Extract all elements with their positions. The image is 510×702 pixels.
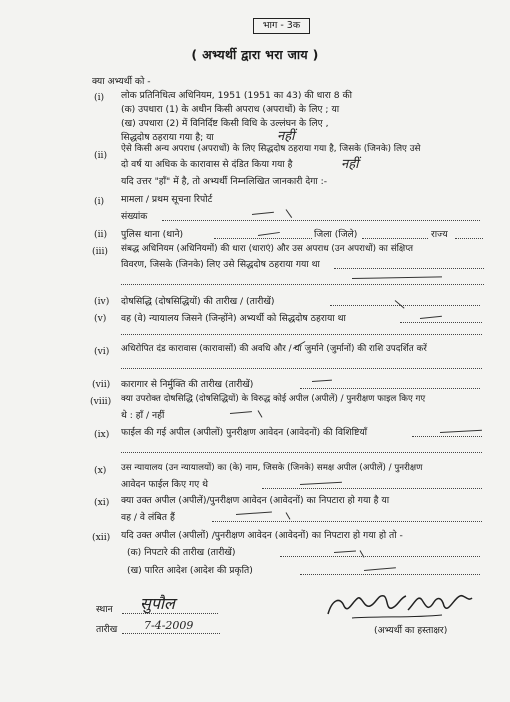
q1-line1: लोक प्रतिनिधित्व अधिनियम, 1951 (1951 का 43) की धारा 8 की xyxy=(121,90,352,101)
item-v-number: (v) xyxy=(94,313,107,324)
item-x-fill-line xyxy=(262,488,482,489)
item-xi-number: (xi) xyxy=(94,497,110,508)
form-heading: ( अभ्यर्थी द्वारा भरा जाय ) xyxy=(191,47,319,62)
q2-number: (ii) xyxy=(94,150,108,161)
item-iii-line1: संबद्ध अधिनियम (अधिनियमों) की धारा (धाराएं) और उस अपराध (उन अपराधों) का संक्षिप्त xyxy=(121,244,413,254)
item-x-number: (x) xyxy=(94,465,107,476)
item-ii-number: (ii) xyxy=(94,229,108,240)
item-xii-sub-a: (क) निपटारे की तारीख (तारीखें) xyxy=(127,547,236,558)
item-viii-line1: क्या उपरोक्त दोषसिद्धि (दोषसिद्धियों) के विरुद्ध कोई अपील (अपीलें) / पुनरीक्षण फाइल किए गए xyxy=(121,394,426,404)
item-ii-strike-mark xyxy=(258,232,280,236)
item-iii-line-a xyxy=(334,268,484,269)
item-xi-strike-mark xyxy=(236,511,272,515)
item-iii-line2: विवरण, जिसके (जिनके) लिए उसे सिद्धदोष ठहराया गया था xyxy=(121,259,320,270)
item-v-line-a xyxy=(400,322,482,323)
item-iii-line-b xyxy=(121,284,484,285)
date-label: तारीख xyxy=(96,624,118,635)
item-viii-strike-mark xyxy=(230,411,252,414)
item-xi-label1: क्या उक्त अपील (अपीलें)/पुनरीक्षण आवेदन (आवेदनों) का निपटारा हो गया है या xyxy=(121,495,390,506)
item-i-fill-line xyxy=(162,220,480,221)
date-handwritten: 7-4-2009 xyxy=(144,619,194,632)
item-vi-number: (vi) xyxy=(94,346,110,357)
item-ix-number: (ix) xyxy=(94,429,110,440)
item-vii-strike-mark xyxy=(312,380,332,382)
candidate-signature xyxy=(322,584,482,624)
item-i-number: (i) xyxy=(94,196,105,207)
item-i-label1: मामला / प्रथम सूचना रिपोर्ट xyxy=(121,194,213,205)
item-xii-line1: यदि उक्त अपील (अपीलों) /पुनरीक्षण आवेदन (आवेदनों) का निपटारा हो गया हो तो - xyxy=(121,530,403,541)
place-label: स्थान xyxy=(96,604,113,615)
item-i-cross-mark xyxy=(286,209,293,218)
item-xi-cross-mark xyxy=(286,512,291,519)
q1-line4: सिद्धदोष ठहराया गया है; या xyxy=(121,132,214,143)
item-ii-district: जिला (जिले) xyxy=(314,229,358,240)
item-ii-district-line xyxy=(362,238,428,239)
item-xi-fill-line xyxy=(212,521,482,522)
part-label-box: भाग - 3क xyxy=(253,18,310,34)
item-viii-number: (viii) xyxy=(90,396,112,407)
item-ix-strike-mark xyxy=(440,430,482,433)
q2-line2: दो वर्ष या अधिक के कारावास से दंडित किया गया है xyxy=(121,159,293,170)
q1-number: (i) xyxy=(94,92,105,103)
item-v-label: वह (वे) न्यायालय जिसने (जिन्होंने) अभ्यर्थी को सिद्धदोष ठहराया था xyxy=(121,313,346,324)
q1-line2: (क) उपधारा (1) के अधीन किसी अपराध (अपराधों) के लिए ; या xyxy=(121,104,340,115)
q1-handwritten-answer: नहीं xyxy=(277,129,295,144)
place-handwritten: सुपौल xyxy=(140,594,175,613)
item-xii-sub-b-strike xyxy=(364,567,396,571)
q2-line1: ऐसे किसी अन्य अपराध (अपराधों) के लिए सिद्धदोष ठहराया गया है, जिसके (जिनके) लिए उसे xyxy=(121,144,421,154)
item-ix-line-a xyxy=(412,436,482,437)
item-i-strike-mark xyxy=(252,212,274,215)
item-ii-state-line xyxy=(455,238,483,239)
item-ii-label: पुलिस थाना (थाने) xyxy=(121,229,184,240)
item-ix-label: फाईल की गई अपील (अपीलों) पुनरीक्षण आवेदन (आवेदनों) की विशिष्टियाँ xyxy=(121,427,368,438)
item-iii-strike-mark xyxy=(352,276,442,279)
item-vi-label: अधिरोपित दंड कारावास (कारावासों) की अवधि और / या जुर्माने (जुर्मानों) की राशि उपदर्शित करें xyxy=(121,344,427,354)
item-viii-line2: थे : हाँ / नहीं xyxy=(121,410,165,421)
item-v-strike-mark xyxy=(420,316,442,319)
q1-line3: (ख) उपधारा (2) में विनिर्दिष्ट किसी विधि के उल्लंघन के लिए , xyxy=(121,118,329,129)
signature-caption: (अभ्यर्थी का हस्ताक्षर) xyxy=(374,625,448,636)
item-xii-number: (xii) xyxy=(92,532,111,543)
item-ii-state: राज्य xyxy=(431,229,448,240)
item-xii-sub-b-line xyxy=(300,574,480,575)
item-x-line2: आवेदन फाईल किए गए थे xyxy=(121,479,209,490)
item-viii-cross-mark xyxy=(258,410,263,417)
intro-text: क्या अभ्यर्थी को - xyxy=(92,76,151,87)
item-iii-number: (iii) xyxy=(92,246,108,257)
date-fill-line xyxy=(122,633,220,634)
q2-line3: यदि उत्तर "हाँ" में है, तो अभ्यर्थी निम्नलिखित जानकारी देगा :- xyxy=(121,176,328,187)
item-ix-line-b xyxy=(121,452,482,453)
q2-handwritten-answer: नहीं xyxy=(341,157,359,172)
item-xii-sub-a-line xyxy=(280,556,480,557)
item-vii-label: कारागार से निर्मुक्ति की तारीख (तारीखें) xyxy=(121,379,254,390)
item-i-label2: संख्यांक xyxy=(121,211,148,222)
item-ii-station-line xyxy=(214,238,312,239)
item-xii-sub-a-strike xyxy=(334,550,356,553)
item-iv-label: दोषसिद्धि (दोषसिद्धियों) की तारीख / (तारीखें) xyxy=(121,296,275,307)
item-x-strike-mark xyxy=(300,482,342,485)
item-xii-sub-b: (ख) पारित आदेश (आदेश की प्रकृति) xyxy=(127,565,253,576)
item-v-line-b xyxy=(121,334,482,335)
item-vii-fill-line xyxy=(300,388,480,389)
item-iv-number: (iv) xyxy=(94,296,110,307)
item-vii-number: (vii) xyxy=(92,379,111,390)
item-iv-fill-line xyxy=(330,305,480,306)
item-xi-label2: वह / वे लंबित हैं xyxy=(121,512,175,523)
item-vi-fill-line xyxy=(121,368,482,369)
item-x-line1: उस न्यायालय (उन न्यायालयों) का (के) नाम, जिसके (जिनके) समक्ष अपील (अपीलें) / पुनरीक्षण xyxy=(121,463,423,473)
